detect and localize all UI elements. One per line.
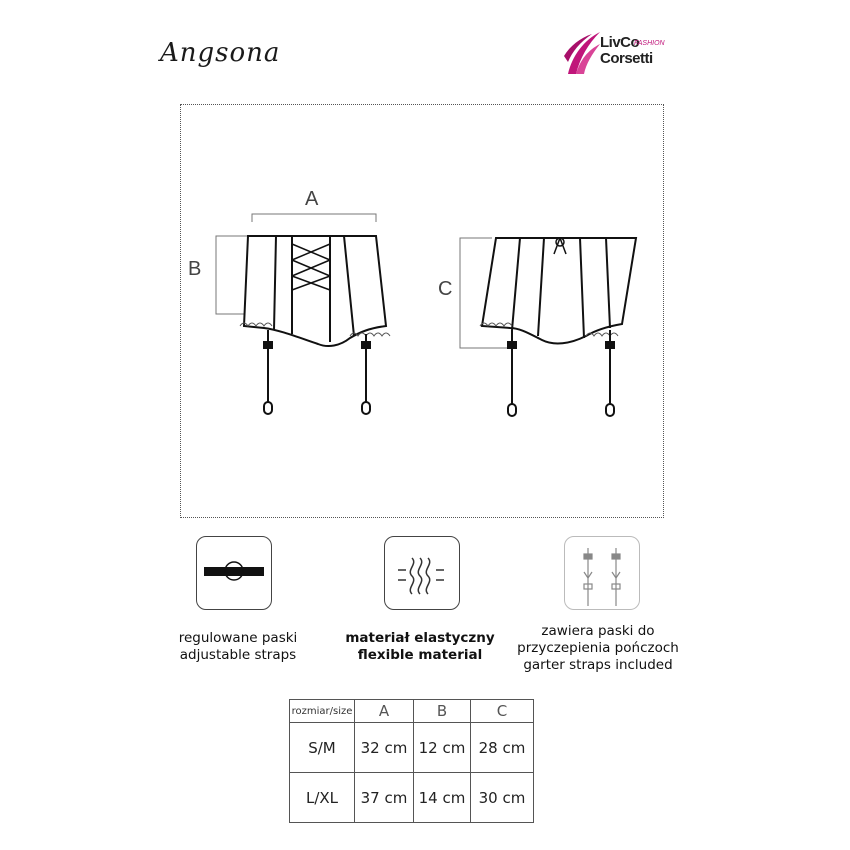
- table-row: [290, 773, 534, 823]
- feature-text-pl-1: zawiera paski do: [541, 623, 655, 639]
- feature-flexible-material: [322, 630, 518, 664]
- column-header-b: B: [414, 700, 471, 723]
- size-table-corner: rozmiar/size: [290, 700, 355, 723]
- feature-text-pl: regulowane paski: [178, 630, 298, 646]
- feature-text-en: adjustable straps: [179, 647, 297, 663]
- feature-garter-straps: [500, 623, 696, 674]
- column-header-c: C: [471, 700, 534, 723]
- dimension-label-a: A: [305, 188, 319, 210]
- garter-strap-icon: [564, 536, 640, 610]
- back-view-diagram: [420, 220, 660, 430]
- brand-logo: [562, 22, 692, 82]
- column-header-a: A: [355, 700, 414, 723]
- table-cell: 30 cm: [471, 773, 534, 823]
- table-cell: 12 cm: [414, 723, 471, 773]
- feature-adjustable-straps: [140, 630, 336, 664]
- table-cell: 37 cm: [355, 773, 414, 823]
- feature-text-en: flexible material: [357, 647, 483, 663]
- size-label: L/XL: [290, 773, 355, 823]
- front-view-diagram: [180, 180, 420, 430]
- feature-text-pl-2: przyczepienia pończoch: [517, 640, 679, 656]
- adjustable-strap-icon: [196, 536, 272, 610]
- dimension-label-b: B: [188, 258, 202, 280]
- table-cell: 32 cm: [355, 723, 414, 773]
- brand-name-line1: LivCo: [600, 34, 640, 51]
- stretch-wave-icon: [384, 536, 460, 610]
- brand-swirl-icon: [562, 26, 602, 78]
- brand-name-line2: FASHION: [634, 40, 665, 47]
- table-cell: 14 cm: [414, 773, 471, 823]
- product-name: Angsona: [160, 38, 281, 68]
- dimension-label-c: C: [438, 278, 453, 300]
- feature-text-en: garter straps included: [523, 657, 673, 673]
- brand-name-line3: Corsetti: [600, 50, 653, 67]
- table-row: [290, 723, 534, 773]
- size-table-header: [290, 700, 534, 723]
- size-table: [289, 699, 534, 823]
- size-label: S/M: [290, 723, 355, 773]
- feature-text-pl: materiał elastyczny: [345, 630, 495, 646]
- table-cell: 28 cm: [471, 723, 534, 773]
